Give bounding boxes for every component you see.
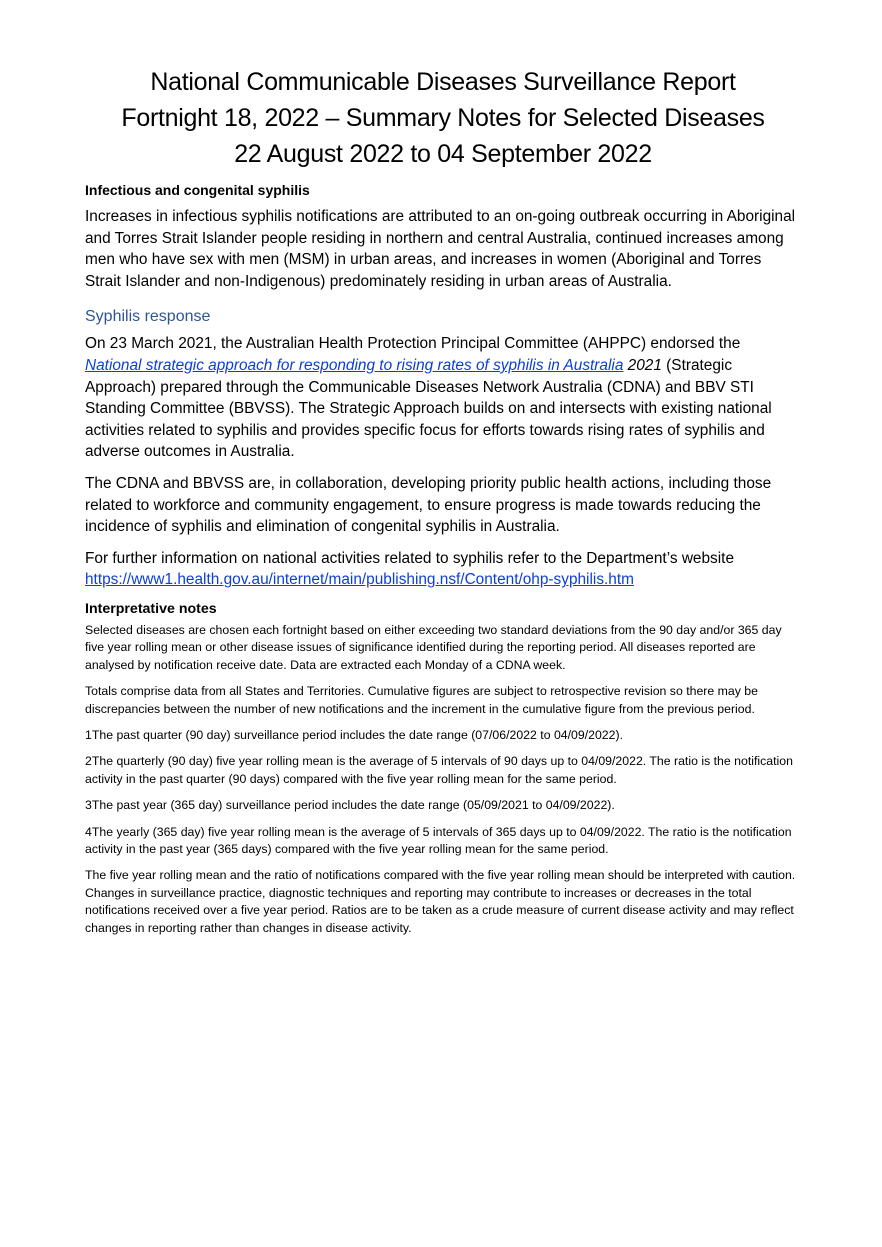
note-paragraph: 1The past quarter (90 day) surveillance period includes the date range (07/06/2022 to 04/09/2022). (85, 727, 624, 742)
syphilis-heading: Infectious and congenital syphilis (85, 182, 310, 198)
interpretative-notes-heading: Interpretative notes (85, 600, 217, 617)
note-paragraph: 3The past year (365 day) surveillance period includes the date range (05/09/2021 to 04/09/2022). (85, 798, 615, 813)
title-line-3: 22 August 2022 to 04 September 2022 (234, 140, 652, 168)
response-p1-before: On 23 March 2021, the Australian Health Protection Principal Committee (AHPPC) endorsed the (85, 335, 741, 353)
department-website-link[interactable]: https://www1.health.gov.au/internet/main/publishing.nsf/Content/ohp-syphilis.htm (85, 571, 634, 589)
note-paragraph: Totals comprise data from all States and Territories. Cumulative figures are subject to retrospective revision so there may be discrepancies between the number of new notifications and the increment in the cumulative figure from the previous period. (85, 684, 758, 716)
response-p1-after: (Strategic Approach) prepared through the Communicable Diseases Network Australia (CDNA) and BBV STI Standing Committee (BBVSS). The Strategic Approach builds on and intersects with existing national activities related to syphilis and provides specific focus for efforts towards rising rates of syphilis and adverse outcomes in Australia. (85, 356, 772, 461)
syphilis-intro: Increases in infectious syphilis notifications are attributed to an on-going outbreak occurring in Aboriginal and Torres Strait Islander people residing in northern and central Australia, continued increases among men who have sex with men (MSM) in urban areas, and increases in women (Aboriginal and Torres Strait Islander and non-Indigenous) predominately residing in urban areas of Australia. (85, 208, 796, 290)
document-page (85, 64, 801, 946)
response-paragraph-3 (85, 548, 801, 591)
response-paragraph-1 (85, 333, 801, 463)
note-paragraph: The five year rolling mean and the ratio of notifications compared with the five year rolling mean should be interpreted with caution. Changes in surveillance practice, diagnostic techniques and reporting may contribute to increases or decreases in the total notifications received over a five year period. Ratios are to be taken as a crude measure of current disease activity and may reflect changes in reporting rather than changes in disease activity. (85, 868, 796, 935)
title-line-2: Fortnight 18, 2022 – Summary Notes for Selected Diseases (121, 104, 765, 132)
note-paragraph: 2The quarterly (90 day) five year rolling mean is the average of 5 intervals of 90 days up to 04/09/2022. The ratio is the notification activity in the past quarter (90 days) compared with the five year rolling mean for the same period. (85, 754, 793, 786)
report-title (85, 64, 801, 172)
title-line-1: National Communicable Diseases Surveillance Report (150, 68, 736, 96)
note-paragraph: Selected diseases are chosen each fortnight based on either exceeding two standard deviations from the 90 day and/or 365 day five year rolling mean or other disease issues of significance identified during the reporting period. All diseases reported are analysed by notification receive date. Data are extracted each Monday of a CDNA week. (85, 622, 782, 672)
syphilis-response-heading: Syphilis response (85, 308, 211, 326)
response-p1-year: 2021 (623, 356, 662, 374)
note-paragraph: 4The yearly (365 day) five year rolling mean is the average of 5 intervals of 365 days up to 04/09/2022. The ratio is the notification activity in the past year (365 days) compared with the five year rolling mean for the same period. (85, 824, 792, 856)
response-paragraph-2: The CDNA and BBVSS are, in collaboration, developing priority public health actions, including those related to workforce and community engagement, to ensure progress is made towards reducing the incidence of syphilis and elimination of congenital syphilis in Australia. (85, 474, 772, 536)
response-p3-text: For further information on national activities related to syphilis refer to the Department’s website (85, 549, 734, 567)
strategic-approach-link[interactable]: National strategic approach for responding to rising rates of syphilis in Australia (85, 356, 624, 374)
